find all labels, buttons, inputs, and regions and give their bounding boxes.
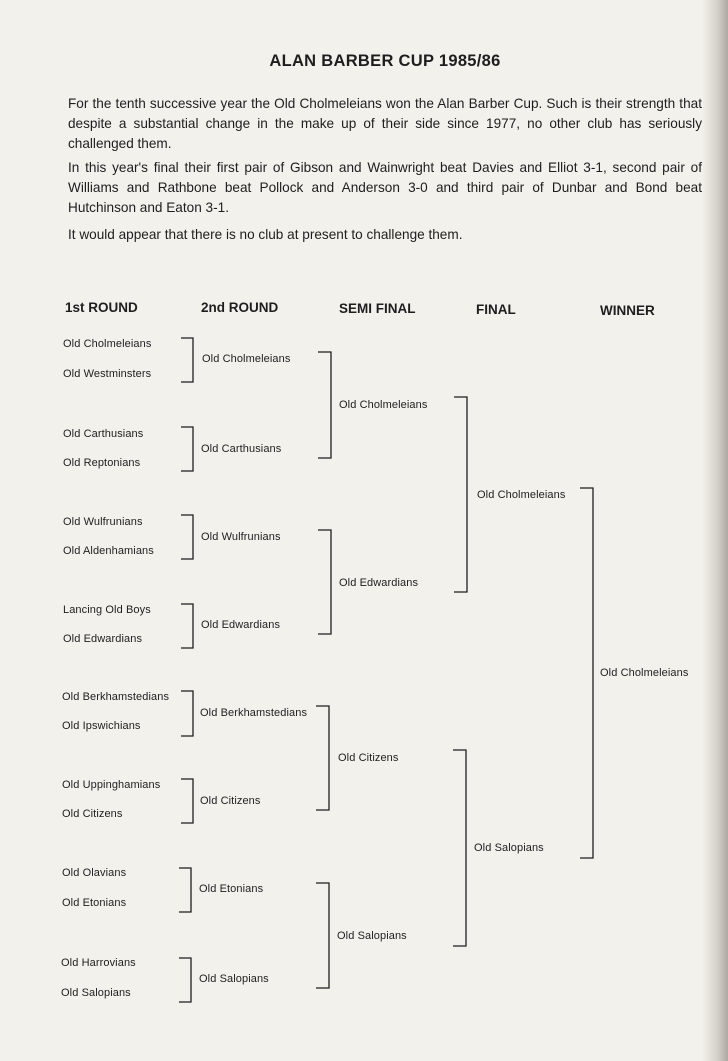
- round1-team: Old Carthusians: [63, 428, 144, 440]
- cup-winner: Old Cholmeleians: [600, 667, 689, 679]
- header-semi-final: SEMI FINAL: [339, 301, 416, 316]
- round1-team: Lancing Old Boys: [63, 604, 151, 616]
- intro-paragraph: For the tenth successive year the Old Cholmeleians won the Alan Barber Cup. Such is their strength that despite a substantial change in the make up of their side since 1977, no other club has seriously challenged them.: [68, 96, 702, 151]
- bracket-r2-pair2: [318, 530, 331, 634]
- bracket-r1-pair2: [181, 427, 193, 471]
- round2-team: Old Salopians: [199, 973, 269, 985]
- round1-team: Old Olavians: [62, 867, 127, 879]
- bracket-r1-pair1: [181, 338, 193, 382]
- closing-paragraph: It would appear that there is no club at present to challenge them.: [68, 227, 463, 242]
- round1-team: Old Berkhamstedians: [62, 691, 170, 703]
- round1-team: Old Aldenhamians: [63, 545, 154, 557]
- round1-team: Old Reptonians: [63, 457, 141, 469]
- bracket-r2-pair3: [316, 706, 329, 810]
- semi-final-team: Old Citizens: [338, 752, 399, 764]
- round1-team: Old Harrovians: [61, 957, 136, 969]
- round2-team: Old Edwardians: [201, 619, 281, 631]
- bracket-r2-pair1: [318, 352, 331, 458]
- header-round1: 1st ROUND: [65, 300, 138, 315]
- round1-team: Old Cholmeleians: [63, 338, 152, 350]
- header-final: FINAL: [476, 302, 516, 317]
- semi-final-team: Old Cholmeleians: [339, 399, 428, 411]
- round1-team: Old Uppinghamians: [62, 779, 161, 791]
- final-team: Old Cholmeleians: [477, 489, 566, 501]
- bracket-r1-pair6: [181, 779, 193, 823]
- bracket-r1-pair8: [179, 958, 191, 1002]
- semi-final-team: Old Edwardians: [339, 577, 419, 589]
- header-round2: 2nd ROUND: [201, 300, 279, 315]
- round2-team: Old Etonians: [199, 883, 264, 895]
- bracket-r2-pair4: [316, 883, 329, 988]
- bracket-r1-pair3: [181, 515, 193, 559]
- round2-team: Old Wulfrunians: [201, 531, 281, 543]
- round1-team: Old Wulfrunians: [63, 516, 143, 528]
- round2-team: Old Berkhamstedians: [200, 707, 308, 719]
- bracket-semi-pair1: [454, 397, 467, 592]
- round2-team: Old Carthusians: [201, 443, 282, 455]
- round1-team: Old Westminsters: [63, 368, 152, 380]
- round1-team: Old Edwardians: [63, 633, 143, 645]
- bracket-final: [580, 488, 593, 858]
- round1-team: Old Salopians: [61, 987, 131, 999]
- bracket-semi-pair2: [453, 750, 466, 946]
- bracket-r1-pair4: [181, 604, 193, 648]
- round2-team: Old Cholmeleians: [202, 353, 291, 365]
- page-title: ALAN BARBER CUP 1985/86: [269, 52, 501, 70]
- bracket-r1-pair7: [179, 868, 191, 912]
- semi-final-team: Old Salopians: [337, 930, 407, 942]
- round1-team: Old Ipswichians: [62, 720, 141, 732]
- round2-team: Old Citizens: [200, 795, 261, 807]
- round1-team: Old Etonians: [62, 897, 127, 909]
- bracket-r1-pair5: [181, 691, 193, 736]
- final-result-paragraph: In this year's final their first pair of Gibson and Wainwright beat Davies and Elliot 3-1, second pair of Williams and Rathbone beat Pollock and Anderson 3-0 and third pair of Dunbar and Bond beat Hutchinson and Eaton 3-1.: [68, 160, 702, 215]
- round1-team: Old Citizens: [62, 808, 123, 820]
- header-winner: WINNER: [600, 303, 655, 318]
- final-team: Old Salopians: [474, 842, 544, 854]
